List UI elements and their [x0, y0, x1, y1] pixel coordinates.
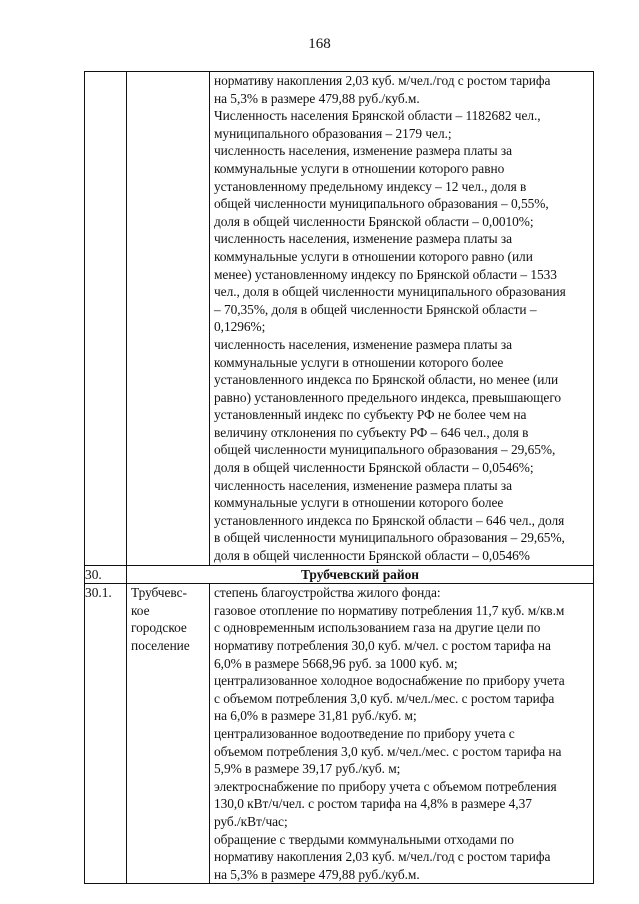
text-line: 6,0% в размере 5668,96 руб. за 1000 куб. м; — [214, 655, 458, 671]
text-line: объемом потребления 3,0 куб. м/чел./мес. с ростом тарифа на — [214, 743, 562, 759]
text-line: численность населения, изменение размера платы за — [214, 143, 513, 159]
text-line: степень благоустройства жилого фонда: — [214, 585, 441, 601]
settlement-name — [127, 584, 209, 654]
text-line: муниципального образования – 2179 чел.; — [214, 125, 452, 141]
text-line: общей численности муниципального образования – 29,65%, — [214, 442, 556, 458]
row-number: 30.1. — [85, 584, 127, 884]
text-line: централизованное водоотведение по прибору учета с — [214, 725, 515, 741]
text-line: коммунальные услуги в отношении которого равно (или — [214, 248, 533, 264]
text-line: установленного индекса по Брянской области – 646 чел., доля — [214, 512, 565, 528]
text-line: кое — [131, 602, 150, 618]
table-row-settlement — [85, 584, 594, 884]
text-line: численность населения, изменение размера платы за — [214, 477, 513, 493]
text-line: установленный индекс по субъекту РФ не более чем на — [214, 407, 527, 423]
text-line: на 6,0% в размере 31,81 руб./куб. м; — [214, 708, 417, 724]
text-line: численность населения, изменение размера платы за — [214, 336, 513, 352]
text-line: на 5,3% в размере 479,88 руб./куб.м. — [214, 90, 420, 106]
table-row-section — [85, 565, 594, 584]
text-line: доля в общей численности Брянской области – 0,0546% — [214, 548, 530, 564]
text-line: газовое отопление по нормативу потребления 11,7 куб. м/кв.м — [214, 602, 565, 618]
text-line: равно) установленного предельного индекса, превышающего — [214, 389, 562, 405]
text-line: доля в общей численности Брянской области – 0,0010%; — [214, 213, 534, 229]
text-line: 0,1296%; — [214, 319, 266, 335]
text-line: величину отклонения по субъекту РФ – 646 чел., доля в — [214, 424, 529, 440]
cell-row-text — [210, 584, 594, 884]
text-line: с одновременным использованием газа на другие цели по — [214, 620, 541, 636]
tariff-table — [84, 71, 594, 884]
text-line: Численность населения Брянской области – 1182682 чел., — [214, 108, 541, 124]
text-line: нормативу накопления 2,03 куб. м/чел./год с ростом тарифа — [214, 849, 551, 865]
section-title: Трубчевский район — [127, 565, 594, 584]
cell-empty-settlement — [127, 72, 210, 566]
text-line: поселение — [131, 638, 190, 653]
text-line: нормативу накопления 2,03 куб. м/чел./год с ростом тарифа — [214, 73, 551, 88]
text-line: чел., доля в общей численности муниципального образования — [214, 284, 566, 300]
text-line: электроснабжение по прибору учета с объемом потребления — [214, 778, 557, 794]
cell-settlement — [127, 584, 210, 884]
text-line: численность населения, изменение размера платы за — [214, 231, 513, 247]
text-line: – 70,35%, доля в общей численности Брянской области – — [214, 301, 537, 317]
text-line: нормативу потребления 30,0 куб. м/чел. с ростом тарифа на — [214, 638, 551, 653]
table-row-continuation — [85, 72, 594, 566]
text-line: обращение с твердыми коммунальными отходами по — [214, 831, 514, 847]
text-line: с объемом потребления 3,0 куб. м/чел./мес. с ростом тарифа — [214, 690, 555, 706]
text-line: руб./кВт/час; — [214, 813, 288, 829]
text-line: централизованное холодное водоснабжение по прибору учета — [214, 673, 565, 689]
text-line: 5,9% в размере 39,17 руб./куб. м; — [214, 761, 401, 777]
continuation-text — [210, 72, 593, 565]
text-line: Трубчевс- — [131, 585, 187, 601]
text-line: коммунальные услуги в отношении которого более — [214, 354, 504, 370]
text-line: доля в общей численности Брянской области – 0,0546%; — [214, 460, 534, 476]
text-line: городское — [131, 620, 187, 636]
text-line: в общей численности муниципального образования – 29,65%, — [214, 530, 565, 546]
text-line: общей численности муниципального образования – 0,55%, — [214, 196, 549, 212]
text-line: менее) установленному индексу по Брянской области – 1533 — [214, 266, 557, 282]
text-line: установленного индекса по Брянской области, но менее (или — [214, 372, 559, 388]
section-number: 30. — [85, 565, 127, 584]
page-number: 168 — [308, 36, 331, 52]
text-line: на 5,3% в размере 479,88 руб./куб.м. — [214, 866, 420, 882]
cell-empty-number — [85, 72, 127, 566]
text-line: установленному предельному индексу – 12 чел., доля в — [214, 178, 527, 194]
cell-continuation-text — [210, 72, 594, 566]
text-line: коммунальные услуги в отношении которого равно — [214, 160, 505, 176]
text-line: 130,0 кВт/ч/чел. с ростом тарифа на 4,8% в размере 4,37 — [214, 796, 532, 812]
row-text — [210, 584, 593, 883]
text-line: коммунальные услуги в отношении которого более — [214, 495, 504, 511]
